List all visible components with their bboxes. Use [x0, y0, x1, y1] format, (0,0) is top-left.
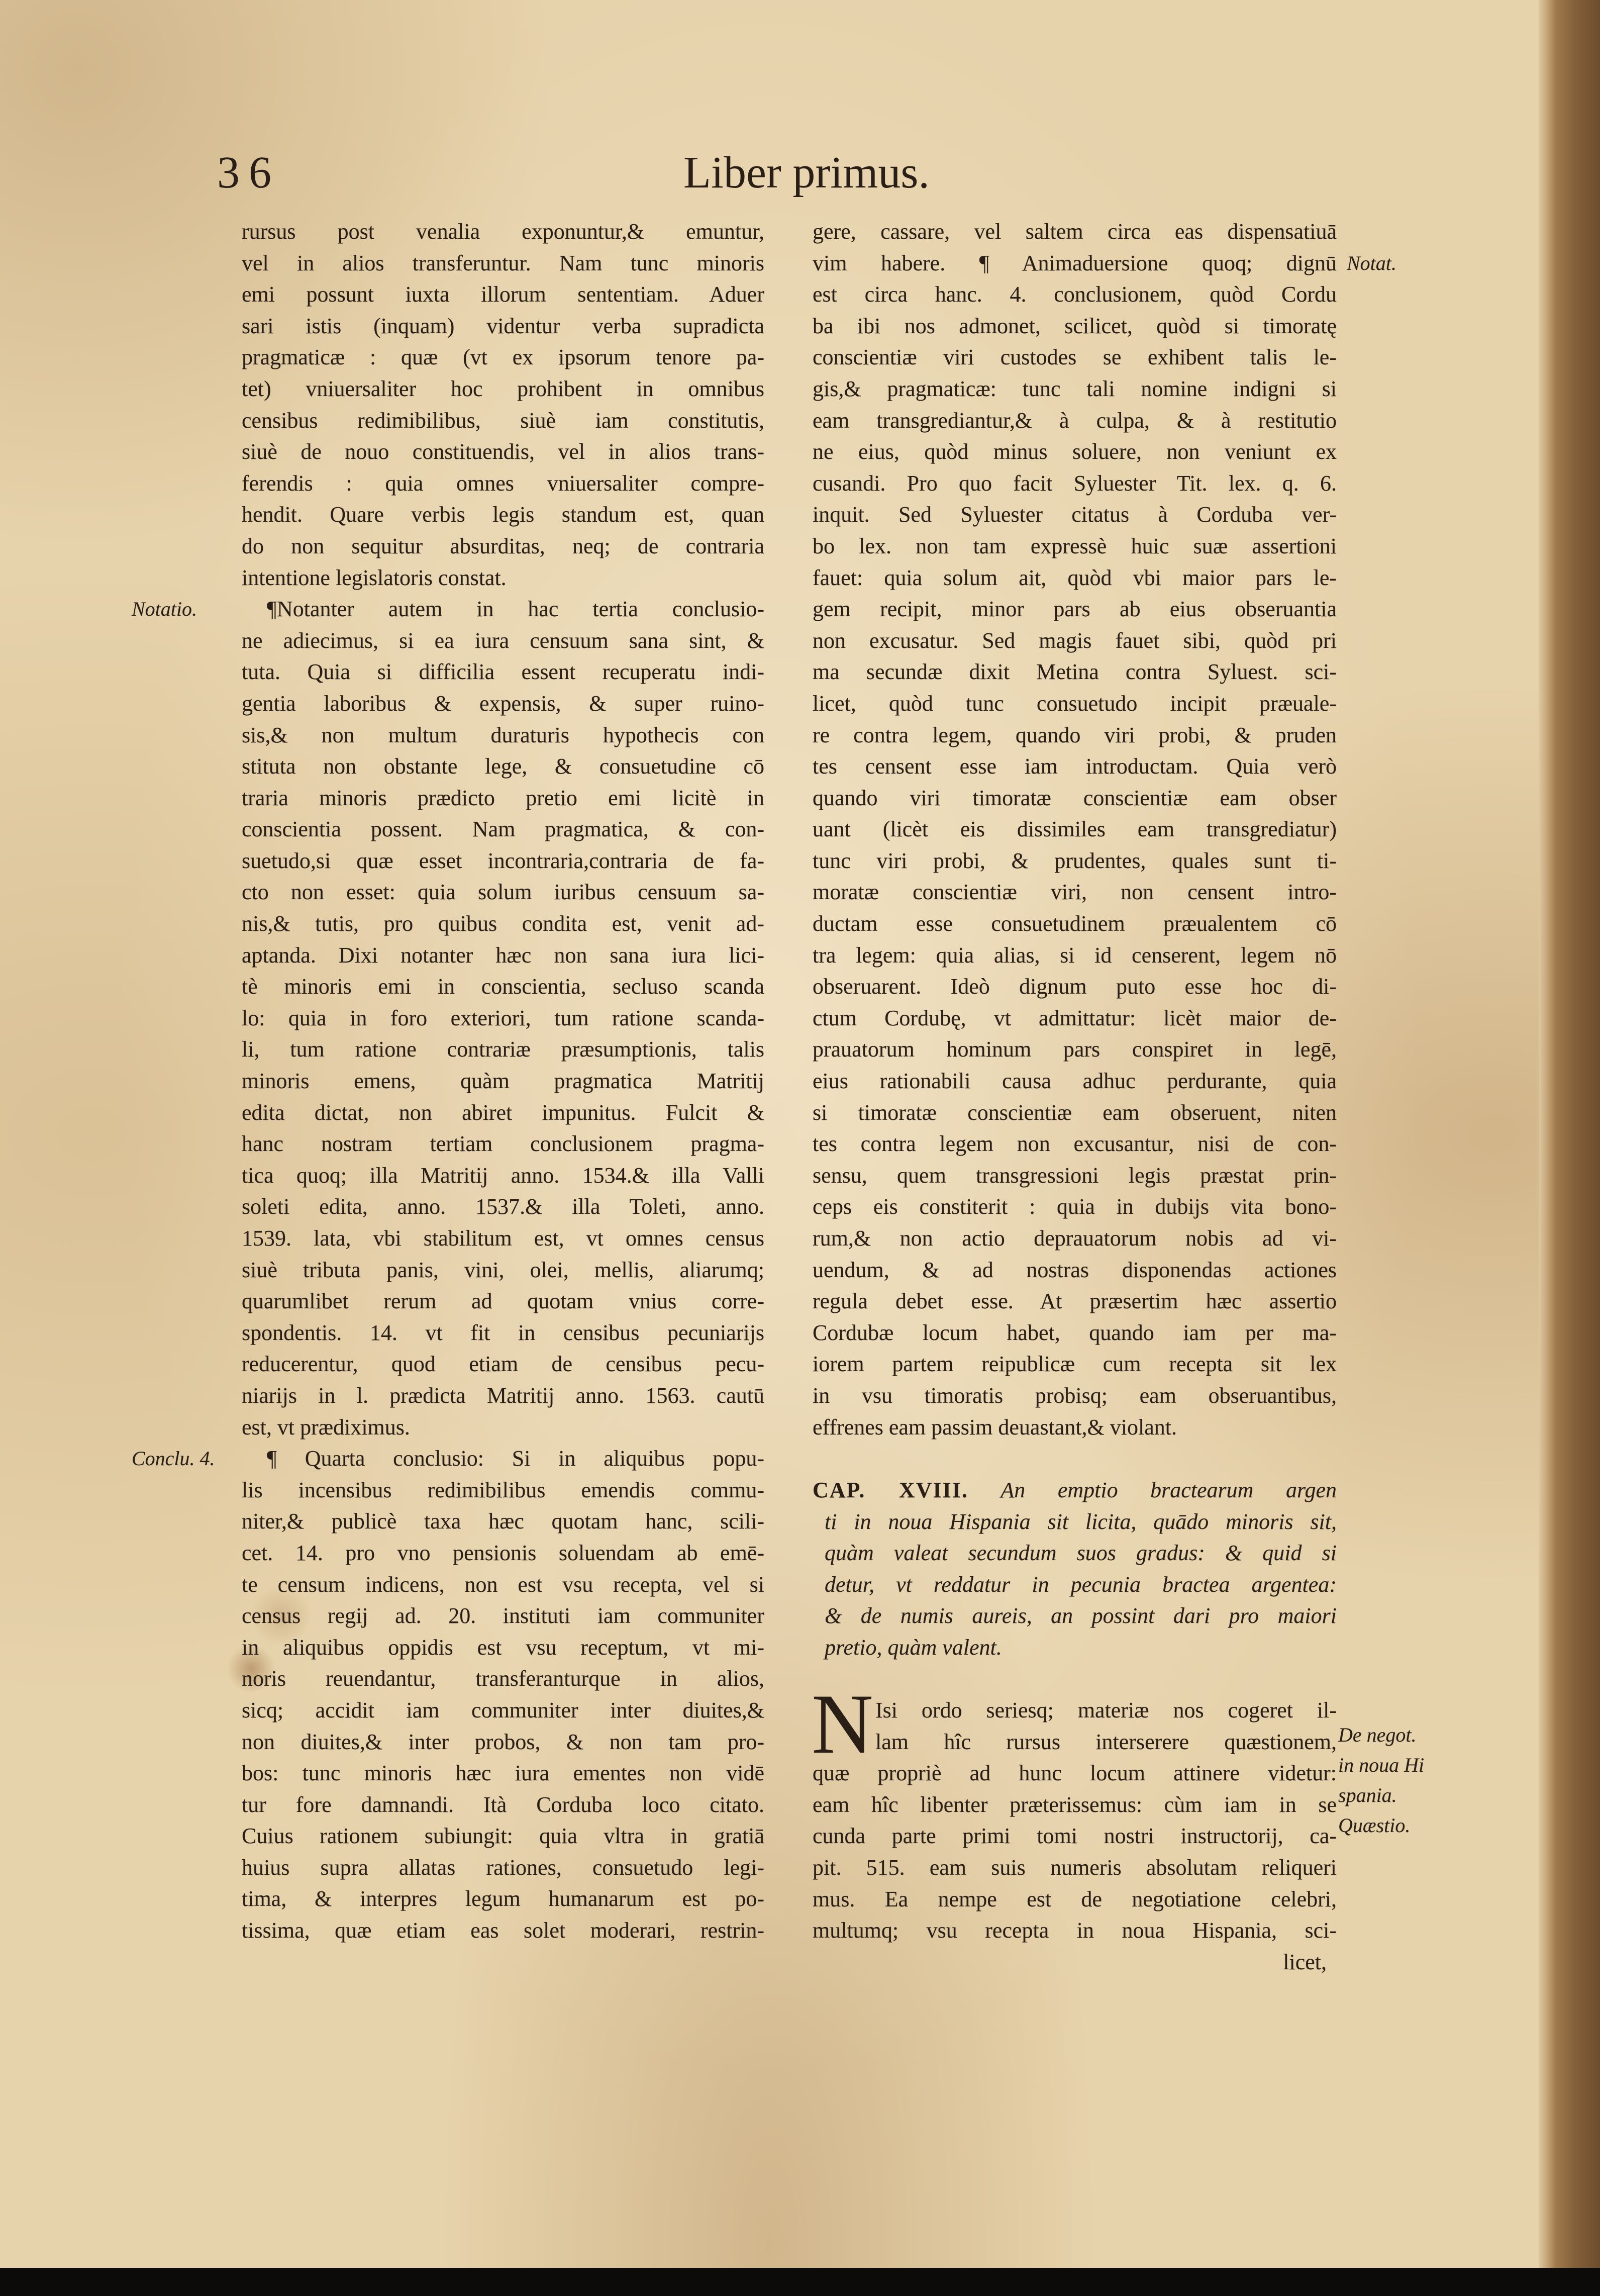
right-column-line: gem recipit, minor pars ab eius obseruantia	[813, 597, 1337, 622]
chapter-heading-line: & de numis aureis, an possint dari pro maiori	[825, 1603, 1337, 1629]
left-column-line: non diuites,& inter probos, & non tam pro-	[242, 1729, 764, 1754]
left-column-line: conscientia possent. Nam pragmatica, & con-	[242, 817, 764, 842]
left-column-line: edita dictat, non abiret impunitus. Fulcit &	[242, 1100, 764, 1125]
page-number: 36	[217, 148, 280, 198]
left-column-line: ¶Notanter autem in hac tertia conclusio-	[267, 597, 764, 622]
left-column-line: sicq; accidit iam communiter inter diuites,&	[242, 1697, 764, 1723]
margin-note-notatio: Notatio.	[132, 598, 197, 620]
running-title: Liber primus.	[683, 148, 930, 198]
right-column-line: ctum Cordubę, vt admittatur: licèt maior de-	[813, 1005, 1337, 1030]
left-column-line: tuta. Quia si difficilia essent recuperatu indi-	[242, 659, 764, 685]
right-column-line: uendum, & ad nostras disponendas actiones	[813, 1257, 1337, 1282]
right-column-line: ma secundæ dixit Metina contra Syluest. sci-	[813, 659, 1337, 685]
right-column-line: eius rationabili causa adhuc perdurante, quia	[813, 1069, 1337, 1094]
left-column-line: siuè tributa panis, vini, olei, mellis, aliarumq;	[242, 1257, 764, 1282]
left-column-line: suetudo,si quæ esset incontraria,contraria de fa-	[242, 848, 764, 873]
right-column-line: si timoratæ conscientiæ eam obseruent, niten	[813, 1100, 1337, 1125]
margin-note-line: in noua Hi	[1338, 1754, 1425, 1776]
left-column-line: 1539. lata, vbi stabilitum est, vt omnes census	[242, 1226, 764, 1251]
left-column-line: te censum indicens, non est vsu recepta, vel si	[242, 1572, 764, 1597]
margin-note-quaestio	[1338, 1720, 1424, 1841]
margin-note-notat: Notat.	[1347, 252, 1396, 274]
right-column-line: re contra legem, quando viri probi, & pruden	[813, 722, 1337, 747]
right-column-line: fauet: quia solum ait, quòd vbi maior pars le-	[813, 565, 1337, 590]
margin-note-line: Quæstio.	[1338, 1814, 1411, 1837]
right-column-line: tes censent esse iam introductam. Quia verò	[813, 754, 1337, 779]
right-column-line: moratæ conscientiæ viri, non censent intro-	[813, 880, 1337, 905]
drop-cap: N	[812, 1677, 873, 1771]
left-column-line: do non sequitur absurditas, neq; de contraria	[242, 533, 764, 558]
right-column-line: ceps eis constiterit : quia in dubijs vita bono-	[813, 1194, 1337, 1219]
chapter-heading	[813, 1475, 1337, 1664]
right-column-line: ductam esse consuetudinem præualentem cō	[813, 911, 1337, 936]
right-column-line: conscientiæ viri custodes se exhibent talis le-	[813, 345, 1337, 370]
margin-note-line: spania.	[1338, 1784, 1397, 1806]
right-column-line: vim habere. ¶ Animaduersione quoq; dignū	[813, 250, 1337, 275]
left-column-line: gentia laboribus & expensis, & super ruino-	[242, 691, 764, 716]
right-column-line: licet, quòd tunc consuetudo incipit præuale-	[813, 691, 1337, 716]
right-column-line: cusandi. Pro quo facit Syluester Tit. lex. q. 6.	[813, 470, 1337, 496]
right-column-line: obseruarent. Ideò dignum puto esse hoc di-	[813, 974, 1337, 999]
left-text-column	[242, 216, 764, 1947]
right-column-line: gere, cassare, vel saltem circa eas dispensatiuā	[813, 219, 1337, 244]
left-column-line: rursus post venalia exponuntur,& emuntur,	[242, 219, 764, 244]
left-column-line: pragmaticæ : quæ (vt ex ipsorum tenore pa-	[242, 345, 764, 370]
right-column-line: quando viri timoratæ conscientiæ eam obser	[813, 785, 1337, 810]
right-column-line: tra legem: quia alias, si id censerent, legem nō	[813, 942, 1337, 968]
right-column-line: bo lex. non tam expressè huic suæ assertioni	[813, 533, 1337, 558]
left-column-line: Cuius rationem subiungit: quia vltra in gratiā	[242, 1824, 764, 1849]
right-column-line: ba ibi nos admonet, scilicet, quòd si timoratę	[813, 313, 1337, 338]
left-column-line: census regij ad. 20. instituti iam communiter	[242, 1603, 764, 1629]
left-column-line: in aliquibus oppidis est vsu receptum, vt mi-	[242, 1635, 764, 1660]
chapter-title-text: An emptio bractearum argen	[1001, 1478, 1337, 1502]
right-column-line: in vsu timoratis probisq; eam obseruantibus,	[813, 1383, 1337, 1408]
right-column-line: Cordubæ locum habet, quando iam per ma-	[813, 1320, 1337, 1345]
left-column-line: censibus redimibilibus, siuè iam constitutis,	[242, 408, 764, 433]
left-column-line: tica quoq; illa Matritij anno. 1534.& illa Valli	[242, 1163, 764, 1188]
left-column-line: cet. 14. pro vno pensionis soluendam ab emē-	[242, 1540, 764, 1565]
left-column-line: tet) vniuersaliter hoc prohibent in omnibus	[242, 376, 764, 401]
section-line: multumq; vsu recepta in noua Hispania, sci-	[813, 1918, 1337, 1943]
right-column-line: non excusatur. Sed magis fauet sibi, quòd pri	[813, 628, 1337, 653]
right-column-line: inquit. Sed Syluester citatus à Corduba ver-	[813, 502, 1337, 527]
margin-note-conclusio: Conclu. 4.	[132, 1447, 215, 1470]
right-column-line: uant (licèt eis dissimiles eam transgrediatur)	[813, 817, 1337, 842]
left-column-line: est, vt prædiximus.	[242, 1414, 410, 1440]
left-column-line: aptanda. Dixi notanter hæc non sana iura lici-	[242, 942, 764, 968]
left-column-line: ¶ Quarta conclusio: Si in aliquibus popu-	[267, 1446, 764, 1471]
right-column-line: regula debet esse. At præsertim hæc assertio	[813, 1289, 1337, 1314]
left-column-line: sis,& non multum duraturis hypothecis con	[242, 722, 764, 747]
left-column-line: vel in alios transferuntur. Nam tunc minoris	[242, 250, 764, 275]
left-column-line: tur fore damnandi. Ità Corduba loco citato.	[242, 1792, 764, 1817]
left-column-line: quarumlibet rerum ad quotam vnius corre-	[242, 1289, 764, 1314]
left-column-line: hendit. Quare verbis legis standum est, quan	[242, 502, 764, 527]
section-line: pit. 515. eam suis numeris absolutam reliqueri	[813, 1855, 1337, 1880]
chapter-heading-line: quàm valeat secundum suos gradus: & quid si	[825, 1541, 1337, 1566]
right-column-line: gis,& pragmaticæ: tunc tali nomine indigni si	[813, 376, 1337, 401]
left-column-line: traria minoris prædicto pretio emi licitè in	[242, 785, 764, 810]
right-column-line: eam transgrediantur,& à culpa, & à restitutio	[813, 408, 1337, 433]
chapter-heading-line: pretio, quàm valent.	[825, 1635, 1002, 1660]
section-line: cunda parte primi tomi nostri instructorij, ca-	[813, 1824, 1337, 1849]
right-column-line: sensu, quem transgressioni legis præstat prin-	[813, 1163, 1337, 1188]
right-column-line: rum,& non actio deprauatorum nobis ad vi-	[813, 1226, 1337, 1251]
chapter-heading-line	[813, 1475, 1337, 1506]
left-column-line: li, tum ratione contrariæ præsumptionis, talis	[242, 1037, 764, 1062]
right-column-line: prauatorum hominum pars conspiret in legē,	[813, 1037, 1337, 1062]
left-column-line: sari istis (inquam) videntur verba supradicta	[242, 313, 764, 338]
left-column-line: cto non esset: quia solum iuribus censuum sa-	[242, 880, 764, 905]
chapter-heading-line: ti in noua Hispania sit licita, quādo minoris sit,	[825, 1509, 1337, 1534]
section-line: eam hîc libenter præterissemus: cùm iam in se	[813, 1792, 1337, 1817]
left-column-line: intentione legislatoris constat.	[242, 565, 507, 590]
right-text-column	[813, 216, 1337, 1443]
left-column-line: spondentis. 14. vt fit in censibus pecuniarijs	[242, 1320, 764, 1345]
section-line: Isi ordo seriesq; materiæ nos cogeret il-	[875, 1698, 1337, 1723]
left-column-line: nis,& tutis, pro quibus condita est, venit ad-	[242, 911, 764, 936]
right-column-line: effrenes eam passim deuastant,& violant.	[813, 1414, 1177, 1440]
left-column-line: niter,& publicè taxa hæc quotam hanc, scili-	[242, 1509, 764, 1534]
right-column-line: tunc viri probi, & prudentes, quales sunt ti-	[813, 848, 1337, 873]
left-column-line: tissima, quæ etiam eas solet moderari, restrin-	[242, 1918, 764, 1943]
left-column-line: tima, & interpres legum humanarum est po-	[242, 1886, 764, 1911]
section-line: mus. Ea nempe est de negotiatione celebri,	[813, 1886, 1337, 1911]
right-column-line: iorem partem reipublicæ cum recepta sit lex	[813, 1352, 1337, 1377]
section-paragraph	[813, 1695, 1337, 1978]
catchword: licet,	[1283, 1949, 1327, 1974]
left-column-line: huius supra allatas rationes, consuetudo legi-	[242, 1855, 764, 1880]
right-column-line: tes contra legem non excusantur, nisi de con-	[813, 1131, 1337, 1157]
left-column-line: lo: quia in foro exteriori, tum ratione scanda-	[242, 1005, 764, 1030]
chapter-label: CAP. XVIII.	[813, 1478, 968, 1502]
section-line: quæ propriè ad hunc locum attinere videtur:	[813, 1761, 1337, 1786]
left-column-line: emi possunt iuxta illorum sententiam. Aduer	[242, 282, 764, 307]
right-column-line: ne eius, quòd minus soluere, non veniunt ex	[813, 439, 1337, 464]
left-column-line: siuè de nouo constituendis, vel in alios trans-	[242, 439, 764, 464]
left-column-line: minoris emens, quàm pragmatica Matritij	[242, 1069, 764, 1094]
left-column-line: reducerentur, quod etiam de censibus pecu-	[242, 1352, 764, 1377]
left-column-line: ne adiecimus, si ea iura censuum sana sint, &	[242, 628, 764, 653]
chapter-heading-line: detur, vt reddatur in pecunia bractea argentea:	[825, 1572, 1337, 1597]
left-column-line: niarijs in l. prædicta Matritij anno. 1563. cautū	[242, 1383, 764, 1408]
book-edge	[1539, 0, 1600, 2268]
right-column-line: est circa hanc. 4. conclusionem, quòd Cordu	[813, 282, 1337, 307]
margin-note-line: De negot.	[1338, 1724, 1417, 1746]
left-column-line: bos: tunc minoris hæc iura ementes non vidē	[242, 1761, 764, 1786]
left-column-line: stituta non obstante lege, & consuetudine cō	[242, 754, 764, 779]
left-column-line: noris reuendantur, transferanturque in alios,	[242, 1666, 764, 1691]
section-line: lam hîc rursus interserere quæstionem,	[875, 1729, 1337, 1754]
left-column-line: soleti edita, anno. 1537.& illa Toleti, anno.	[242, 1194, 764, 1219]
left-column-line: tè minoris emi in conscientia, secluso scanda	[242, 974, 764, 999]
left-column-line: hanc nostram tertiam conclusionem pragma-	[242, 1131, 764, 1157]
left-column-line: lis incensibus redimibilibus emendis commu-	[242, 1477, 764, 1502]
left-column-line: ferendis : quia omnes vniuersaliter compre-	[242, 470, 764, 496]
